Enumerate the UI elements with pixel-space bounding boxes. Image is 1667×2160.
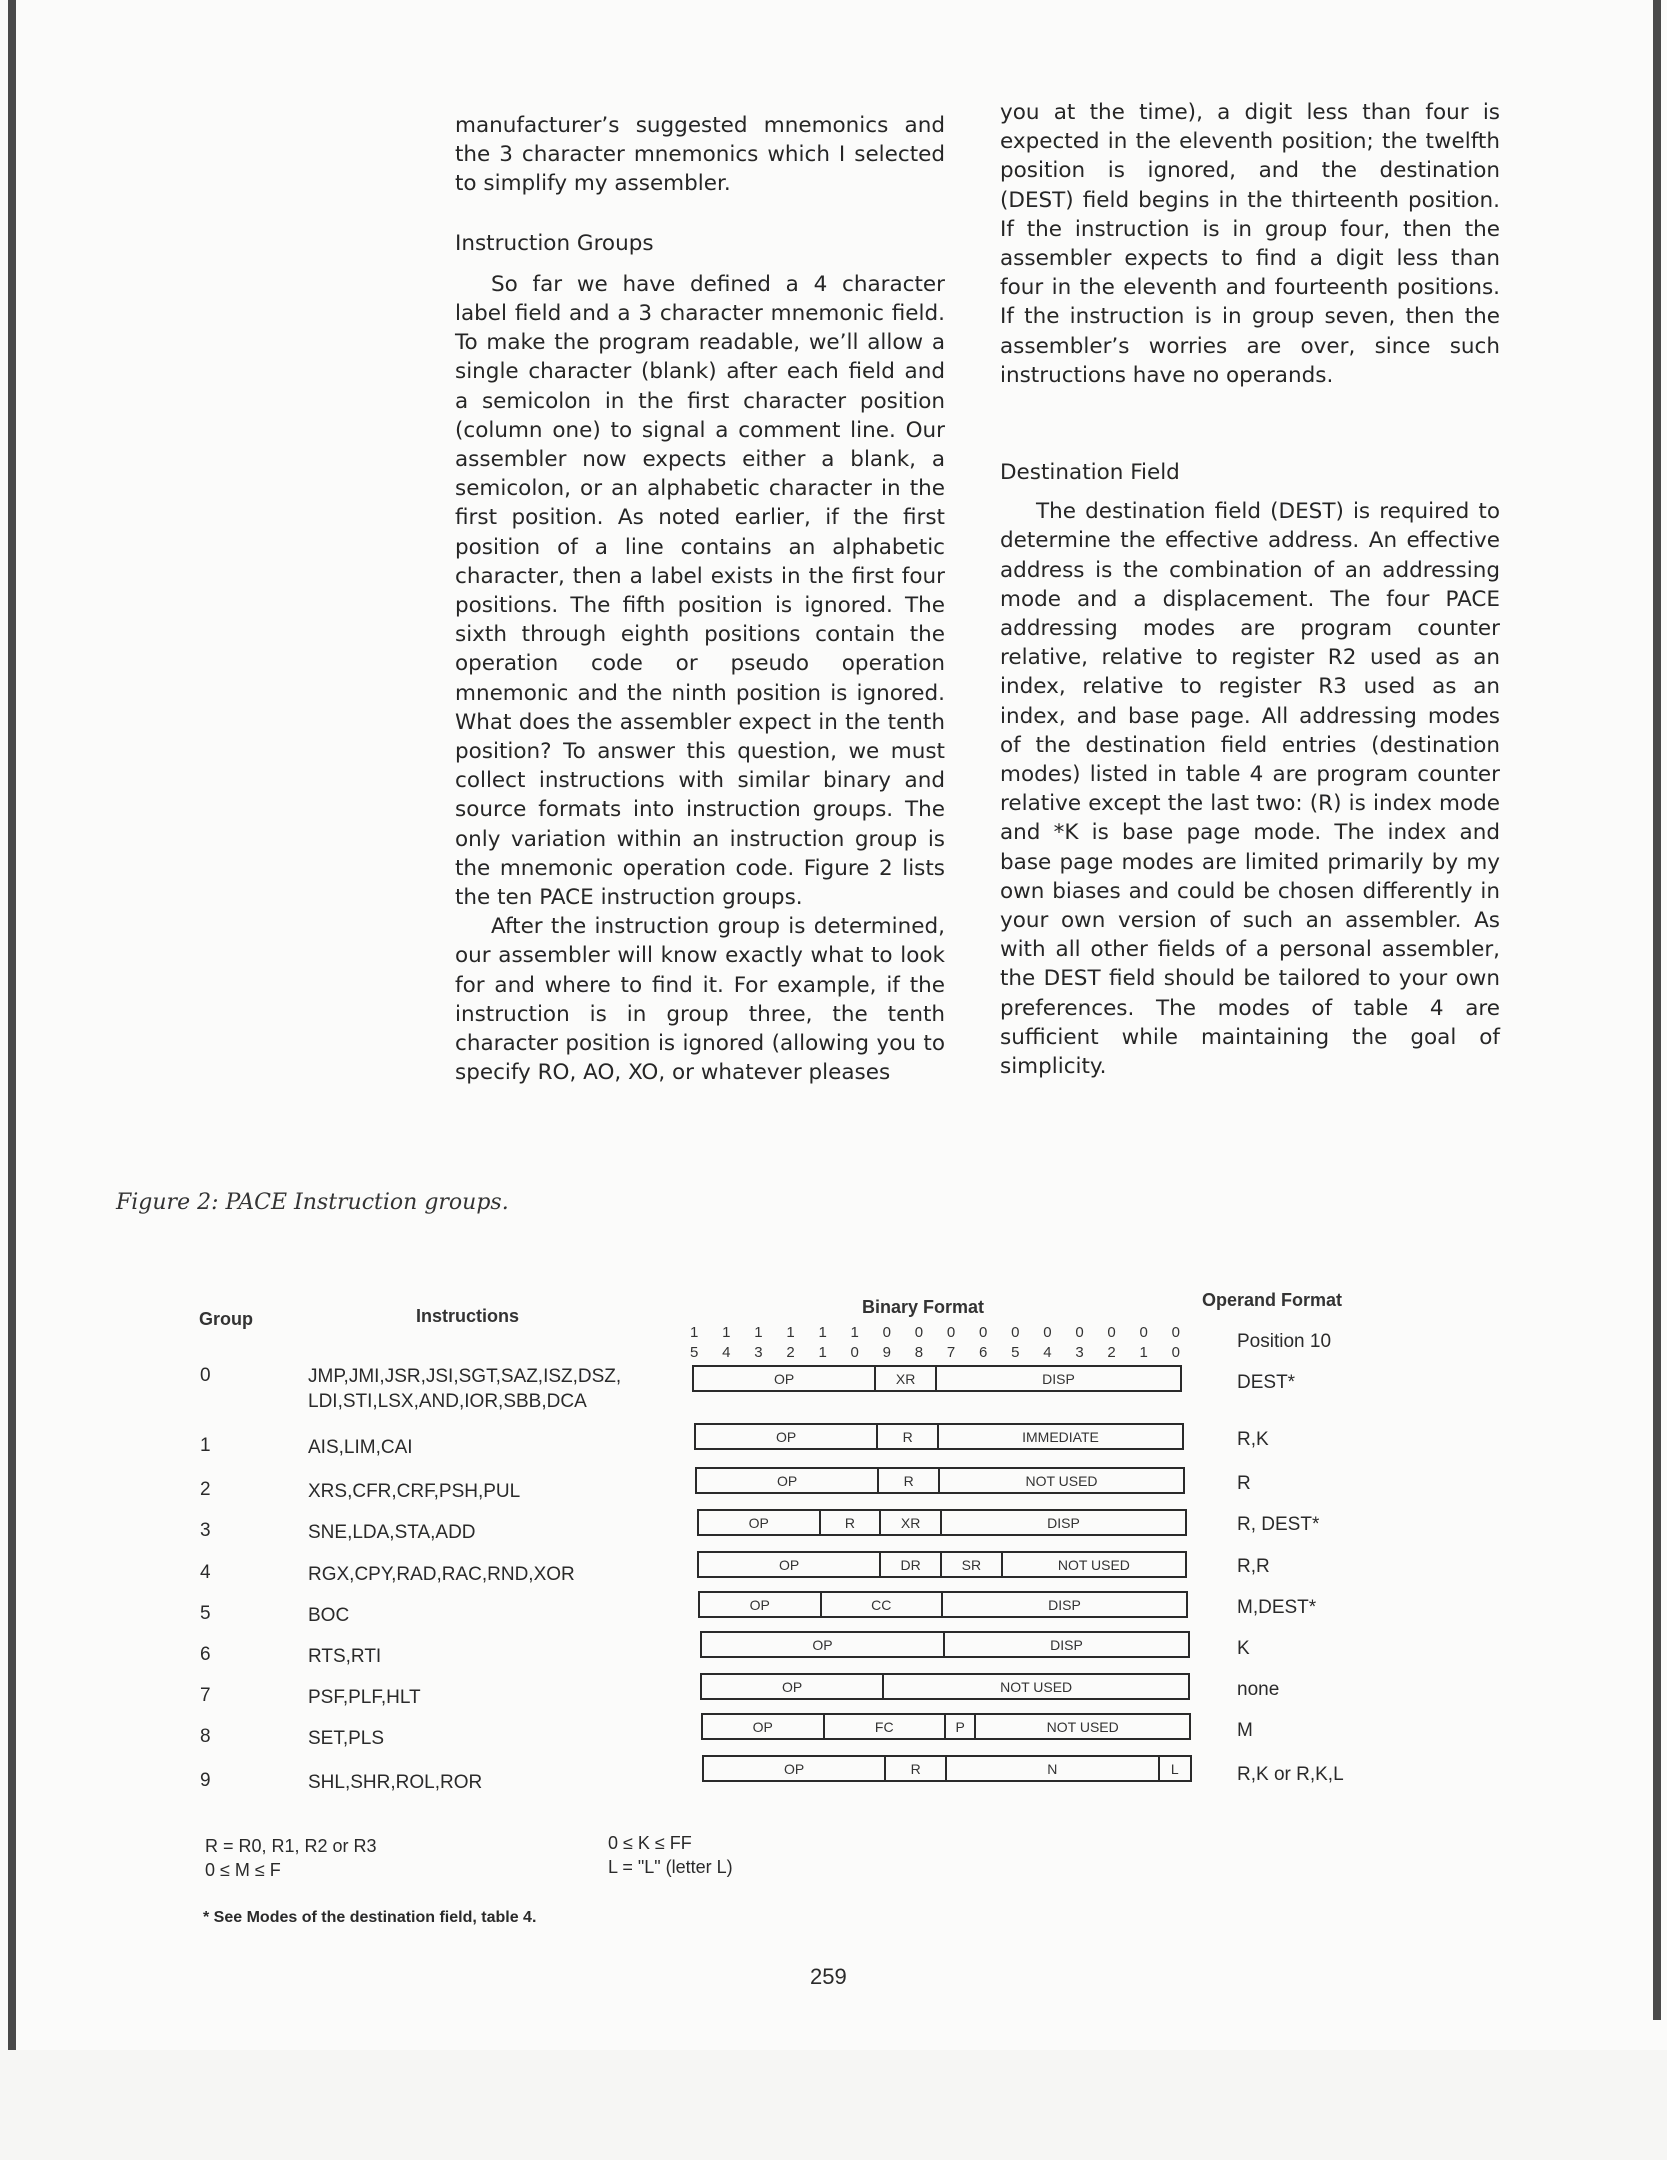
- group-number: 9: [200, 1770, 211, 1791]
- operand-format: R,K: [1237, 1429, 1269, 1450]
- binary-field: OP: [703, 1715, 825, 1738]
- bit-number: 0: [1075, 1324, 1084, 1341]
- operand-format: none: [1237, 1679, 1280, 1700]
- bit-numbers-tens: [690, 1324, 1180, 1341]
- operand-format: R,K or R,K,L: [1237, 1764, 1344, 1785]
- right-paragraph-2: The destination field (DEST) is required to determine the effective address. An effective address is the combination of an addressing mode and a displacement. The four PACE addressing modes are program counter relative, relative to register R2 used as an index, relative to register R3 used as an index, and base page. All addressing modes of the destination field entries (destination modes) listed in table 4 are program counter relative except the last two: (R) is index mode and *K is base page mode. The index and base page modes are limited primarily by my own biases and could be chosen differently in your own version of such an assembler. As with all other fields of a personal assembler, the DEST field should be tailored to your own preferences. The modes of table 4 are sufficient while maintaining the goal of simplicity.: [1000, 499, 1500, 1080]
- instruction-list: [308, 1479, 520, 1504]
- bit-number: 0: [1171, 1324, 1180, 1341]
- instruction-list: [308, 1603, 349, 1628]
- bit-number: 8: [914, 1344, 924, 1361]
- bit-number: 5: [1011, 1344, 1020, 1361]
- bit-number: 4: [1043, 1344, 1052, 1361]
- operand-format: M: [1237, 1720, 1253, 1741]
- binary-format-box: [697, 1551, 1187, 1578]
- bit-number: 0: [978, 1324, 988, 1341]
- heading-destination-field: Destination Field: [1000, 460, 1180, 486]
- bit-number: 2: [1107, 1344, 1116, 1361]
- operand-format: M,DEST*: [1237, 1597, 1317, 1618]
- figure-footnote: * See Modes of the destination field, table 4.: [203, 1909, 537, 1926]
- operand-format: DEST*: [1237, 1372, 1296, 1393]
- bit-number: 5: [690, 1344, 699, 1361]
- instruction-line: RTS,RTI: [308, 1646, 382, 1667]
- group-number: 0: [200, 1365, 211, 1386]
- binary-field: L: [1170, 1760, 1179, 1777]
- bit-number: 0: [946, 1324, 956, 1341]
- header-operand-format: Operand Format: [1202, 1290, 1343, 1310]
- instruction-list: [308, 1726, 384, 1751]
- bit-number: 6: [978, 1344, 988, 1361]
- bit-numbers-units: [690, 1344, 1180, 1361]
- bit-number: 0: [1043, 1324, 1052, 1341]
- header-binary-format: Binary Format: [862, 1297, 985, 1317]
- binary-field: N: [947, 1757, 1160, 1780]
- binary-field: XR: [881, 1511, 942, 1534]
- binary-field: DISP: [1047, 1514, 1080, 1531]
- instruction-line: PSF,PLF,HLT: [308, 1687, 421, 1708]
- instruction-list: [308, 1644, 381, 1669]
- right-edge-bar: [1653, 0, 1661, 2020]
- binary-field: OP: [699, 1553, 881, 1576]
- group-number: 4: [200, 1562, 211, 1583]
- header-instructions: Instructions: [416, 1306, 520, 1326]
- instruction-list: [308, 1364, 621, 1414]
- bit-number: 4: [722, 1344, 731, 1361]
- left-paragraph-3: After the instruction group is determined, our assembler will know exactly what to look for and where to find it. For example, if the instruction is in group three, the tenth character position is ignored (allowing you to specify RO, AO, XO, or whatever pleases: [455, 914, 945, 1086]
- group-number: 8: [200, 1726, 211, 1747]
- group-number: 6: [200, 1644, 211, 1665]
- bit-number: 0: [1011, 1324, 1020, 1341]
- bit-number: 1: [786, 1324, 795, 1341]
- bit-number: 7: [946, 1344, 956, 1361]
- left-paragraph-1: manufacturer’s suggested mnemonics and the 3 character mnemonics which I selected to simplify my assembler.: [455, 113, 945, 197]
- binary-field: R: [879, 1469, 940, 1492]
- binary-field: OP: [699, 1511, 821, 1534]
- operand-format: K: [1237, 1638, 1250, 1659]
- bit-number: 1: [754, 1324, 763, 1341]
- binary-field: NOT USED: [1057, 1556, 1130, 1573]
- binary-format-box: [692, 1365, 1182, 1392]
- instruction-line: LDI,STI,LSX,AND,IOR,SBB,DCA: [308, 1391, 587, 1412]
- binary-field: OP: [694, 1367, 876, 1390]
- binary-field: OP: [697, 1469, 879, 1492]
- bit-number: 1: [690, 1324, 699, 1341]
- binary-field: P: [946, 1715, 976, 1738]
- binary-field: NOT USED: [1025, 1472, 1098, 1489]
- note-r-values: R = R0, R1, R2 or R3: [205, 1836, 377, 1856]
- binary-field: NOT USED: [1000, 1678, 1073, 1695]
- binary-field: OP: [704, 1757, 886, 1780]
- binary-field: FC: [825, 1715, 947, 1738]
- binary-field: IMMEDIATE: [1022, 1428, 1099, 1445]
- instruction-list: [308, 1520, 476, 1545]
- binary-format-box: [700, 1673, 1190, 1700]
- instruction-line: SHL,SHR,ROL,ROR: [308, 1772, 483, 1793]
- bit-number: 3: [1075, 1344, 1084, 1361]
- instruction-line: SET,PLS: [308, 1728, 385, 1749]
- instruction-list: [308, 1685, 421, 1710]
- binary-field: XR: [876, 1367, 937, 1390]
- binary-field: OP: [702, 1675, 884, 1698]
- binary-format-box: [701, 1713, 1191, 1740]
- group-number: 5: [200, 1603, 211, 1624]
- group-number: 7: [200, 1685, 211, 1706]
- bit-number: 0: [882, 1324, 891, 1341]
- bit-number: 0: [1171, 1344, 1180, 1361]
- binary-field: DR: [881, 1553, 942, 1576]
- binary-format-box: [698, 1591, 1188, 1618]
- bit-number: 0: [850, 1344, 859, 1361]
- header-position-10: Position 10: [1237, 1331, 1332, 1352]
- bit-number: 1: [818, 1344, 827, 1361]
- heading-instruction-groups: Instruction Groups: [455, 230, 654, 256]
- binary-field: CC: [822, 1593, 944, 1616]
- group-number: 3: [200, 1520, 211, 1541]
- page-number: 259: [810, 1964, 847, 1989]
- binary-field: NOT USED: [1046, 1718, 1119, 1735]
- left-edge-bar: [8, 0, 16, 2050]
- instruction-list: [308, 1435, 413, 1460]
- header-group: Group: [199, 1309, 253, 1329]
- instruction-line: JMP,JMI,JSR,JSI,SGT,SAZ,ISZ,DSZ,: [308, 1366, 622, 1387]
- instruction-line: SNE,LDA,STA,ADD: [308, 1522, 476, 1543]
- binary-format-box: [697, 1509, 1187, 1536]
- operand-format: R, DEST*: [1237, 1514, 1320, 1535]
- bit-number: 1: [818, 1324, 827, 1341]
- operand-format: R: [1237, 1473, 1251, 1494]
- binary-field: DISP: [1048, 1596, 1081, 1613]
- note-k-range: 0 ≤ K ≤ FF: [608, 1833, 692, 1853]
- right-paragraph-1: you at the time), a digit less than four is expected in the eleventh position; the twelfth position is ignored, and the destination (DEST) field begins in the thirteenth position. If the instruction is in group four, then the assembler expects to find a digit less than four in the eleventh and fourteenth positions. If the instruction is in group seven, then the assembler’s worries are over, since such instructions have no operands.: [1000, 100, 1500, 388]
- binary-field: DISP: [1050, 1636, 1083, 1653]
- operand-format: R,R: [1237, 1556, 1270, 1577]
- left-column: [455, 111, 945, 1088]
- bit-number: 0: [914, 1324, 924, 1341]
- binary-field: OP: [702, 1633, 945, 1656]
- right-column: [1000, 98, 1500, 1081]
- bit-number: 3: [754, 1344, 763, 1361]
- binary-format-box: [702, 1755, 1192, 1782]
- instruction-line: BOC: [308, 1605, 350, 1626]
- bit-number: 1: [722, 1324, 731, 1341]
- left-paragraph-2: So far we have defined a 4 character label field and a 3 character mnemonic field. To make the program readable, we’ll allow a single character (blank) after each field and a semicolon in the first character position (column one) to signal a comment line. Our assembler now expects either a blank, a semicolon, or an alphabetic character in the first position. As noted earlier, if the first position of a line contains an alphabetic character, then a label exists in the first four positions. The fifth position is ignored. The sixth through eighth positions contain the operation code or pseudo operation mnemonic and the ninth position is ignored. What does the assembler expect in the tenth position? To answer this question, we must collect instructions with similar binary and source formats into instruction groups. The only variation within an instruction group is the mnemonic operation code. Figure 2 lists the ten PACE instruction groups.: [455, 271, 945, 911]
- group-number: 1: [200, 1435, 211, 1456]
- note-m-range: 0 ≤ M ≤ F: [205, 1860, 281, 1880]
- bit-number: 1: [850, 1324, 859, 1341]
- bit-number: 2: [786, 1344, 795, 1361]
- binary-format-box: [700, 1631, 1190, 1658]
- binary-field: OP: [696, 1425, 878, 1448]
- instruction-line: AIS,LIM,CAI: [308, 1437, 413, 1458]
- bit-number: 1: [1139, 1344, 1148, 1361]
- binary-field: DISP: [1042, 1370, 1075, 1387]
- instruction-list: [308, 1562, 575, 1587]
- binary-format-box: [695, 1467, 1185, 1494]
- instruction-line: XRS,CFR,CRF,PSH,PUL: [308, 1481, 521, 1502]
- binary-field: R: [821, 1511, 882, 1534]
- binary-field: SR: [942, 1553, 1003, 1576]
- note-l-letter: L = "L" (letter L): [608, 1857, 733, 1877]
- group-number: 2: [200, 1479, 211, 1500]
- figure-caption: Figure 2: PACE Instruction groups.: [116, 1190, 509, 1215]
- binary-field: R: [886, 1757, 947, 1780]
- bit-number: 0: [1107, 1324, 1116, 1341]
- binary-format-box: [694, 1423, 1184, 1450]
- bit-number: 9: [882, 1344, 891, 1361]
- instruction-line: RGX,CPY,RAD,RAC,RND,XOR: [308, 1564, 575, 1585]
- instruction-list: [308, 1770, 482, 1795]
- binary-field: OP: [700, 1593, 822, 1616]
- binary-field: R: [878, 1425, 939, 1448]
- bit-number: 0: [1139, 1324, 1148, 1341]
